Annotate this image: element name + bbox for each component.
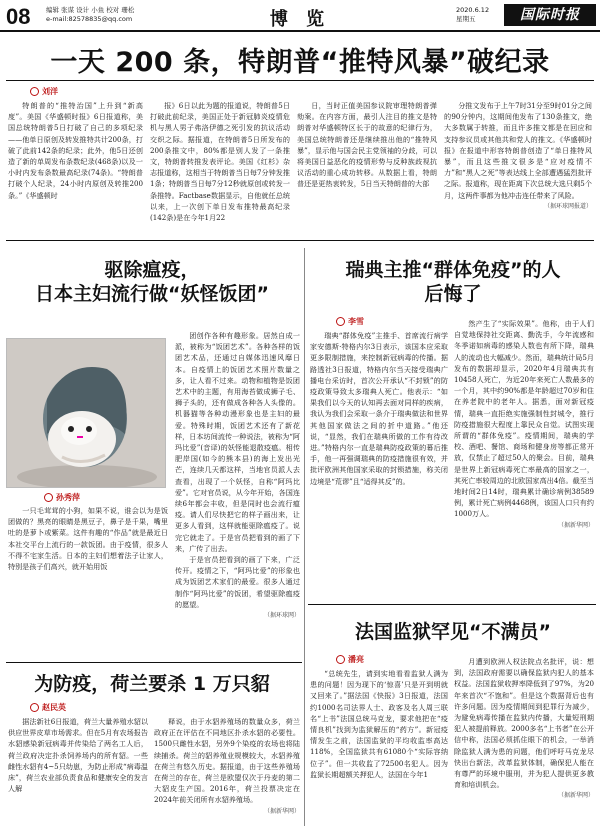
article-4-byline: [336, 316, 364, 327]
article-3-column-1: [8, 716, 148, 824]
paragraph: 报》6日以此为题的报道说，特朗普5日打破此前纪录，美国正处于新冠肺炎疫情危机与黑人男子弗洛伊德之死引发的抗议活动交织之际。据报道，在特朗普5日所发布的200条推文中，80%都是别人发了一条推文，特朗普转推发表评论。美国《红杉》杂志报道称，这相当于特朗普当日每7分钟发推1条；特朗普当日每7分12秒就原创或转发一条推特。Factbase数据显示，自他就任总统以来，上一次创下单日发布推特最高纪录(142条)是在今年1月22: [150, 101, 290, 223]
paragraph: 据法新社6日报道，荷兰大量养殖水貂以供应世界皮草市场需求。但在5月有农场报告水貂感染新冠病毒并传染给了两名工人后，荷兰政府决定扑杀饲养场内的所有貂。一些雌性水貂有4~5只幼崽，为防止形成“病毒温床”，荷兰农业部负责食品和健康安全的发言人解: [8, 717, 148, 794]
paragraph: 释说，由于水貂养殖场的数量众多，荷兰政府正在评估在不同地区扑杀水貂的必要性。1500只雌性水貂，另外9个染疫的农场也将陆续捕杀。荷兰的貂养殖业规模较大，水貂养殖在荷兰有悠久历史。据报道，由于这些养殖场在荷兰的存在，荷兰是欧盟仅次于丹麦的第二大貂皮生产国。2016年，荷兰投票决定在2024年前关闭所有水貂养殖场。: [154, 717, 300, 805]
article-4-source: （据新华网）: [557, 521, 594, 529]
article-3-headline: 为防疫，荷兰要杀 1 万只貂: [34, 673, 270, 695]
paragraph: 然产生了“实际效果”。他称，由于人们自觉地保持社交距离、勤洗手，今年流感和冬季诺如病毒的感染人数也有所下降，瑞典人的流动也大幅减少。然而，瑞典统计局5月发布的数据却显示，2020年4月瑞典共有10458人死亡，为近20年来死亡人数最多的一个月，其中约90%都是年龄超过70岁和住在养老院中的老年人。据悉，面对新冠疫情，瑞典一直拒绝实施强制性封城令，推行防疫措施很大程度上靠民众自觉。试图实现所谓的“群体免疫”。疫情期间，瑞典的学校、酒吧、餐馆、商场和健身房等都正常开放，仅禁止了超过50人的聚会。目前，瑞典是世界上新冠病毒死亡率最高的国家之一，其死亡率较周边的北欧国家高出4倍。截至当地时间2日14时，瑞典累计确诊病例38589例，累计死亡病例4468例，该国人口只有约1000万人。: [454, 319, 594, 519]
author-icon: [336, 655, 345, 664]
article-4-headline: [310, 258, 596, 306]
byline-name: 潘亮: [348, 655, 364, 664]
author-icon: [30, 87, 39, 96]
credits-email: e-mail:82578835@qq.com: [46, 15, 133, 23]
paragraph: 月遭到欧洲人权法院点名批评，说：想到，法国政府需要以确保监狱内犯人的基本权益。法国监狱收押率降低到了97%，为20年来首次“不饱和”。但是这个数据背后也有许多问题。因为疫情期间到犯罪行为减少，为避免病毒传播在监狱内传播，大量短刑期犯人被提前释放。2000多名“上书者”在公开信中称，法国必须抓住眼下的机会，一举消除监狱人满为患的问题，他们呼吁马克龙尽快出台新法，改革监狱体制，确保犯人能在有尊严的环境中服刑，并为犯人提供更多教育和培训机会。: [454, 657, 594, 790]
article-5-column-1: [310, 668, 448, 824]
article-1-column-4: [444, 100, 592, 234]
author-icon: [44, 493, 53, 502]
article-1-column-2: [150, 100, 290, 234]
headline-line-1: 瑞典主推“群体免疫”的人: [345, 259, 561, 281]
article-1-column-3: [297, 100, 437, 234]
paragraph: 瑞典“群体免疫”主推手、首席流行病学家安德斯·特格内尔3日表示，该国本应采取更多限制措施，来控制新冠病毒的传播。据路透社3日报道，特格内尔当天接受瑞典广播电台采访时，首次公开承认“不封锁”的防疫政策导致太多瑞典人死亡。他表示：“如果我们以今天的认知再去面对同样的疾病，我认为我们会采取一条介于瑞典做法和世界其他国家做法之间的折中道路。”他还说，“显然，我们在瑞典所做的工作有待改进。”特格内尔一直是瑞典防疫政策的幕后推手，他一再强调瑞典的防疫措施很有效，并批评欧洲其他国家采取的封锁措施，称关闭边境是“荒谬”且“适得其反”的。: [310, 331, 448, 486]
paragraph: 特朗普的“推特治国”上升到“新高度”。美国《华盛顿时报》6日报道称，美国总统特朗普5日打破了自己的多项纪录——他单日原创及转发推特共计200条，打破了此前142条的纪录；此外，他5日还创造了新的单周发布条数纪录(468条)以及一小时内发布条数最高纪录(74条)。“特朗普打破个人纪录，24小时内原创及转推200条。”《华盛顿时: [8, 101, 143, 200]
date-value: 2020.6.12: [456, 6, 490, 14]
article-1-headline: 一天 200 条，特朗普“推特风暴”破纪录: [50, 47, 550, 78]
paragraph: 于是官员把看到的画了下来，广泛传开。疫情之下，“阿玛比爱”的形象也成为饭团艺术家们的最爱。很多人通过制作“阿玛比爱”的饭团，希望驱除瘟疫的愿望。: [175, 555, 300, 609]
headline-line-1: 驱除瘟疫，: [104, 259, 200, 281]
author-icon: [30, 703, 39, 712]
article-2-column-1: [8, 505, 168, 655]
paragraph: 日，当时正值美国参议院审理特朗普弹劾案。在内容方面，最引人注目的推文是特朗普对华盛顿特区长于的故意的纪律行为，美国总统特朗普还是继续推出他的“推特风暴”，显示他与国会民主党领袖的分歧，可以将美国日益恶化的疫情形势与反种族歧视抗议活动的重心成功转移。从数据上看，特朗普还是更热衷转发，5日当天特朗普的大部: [297, 101, 437, 189]
section-divider: [6, 662, 302, 663]
page-number: 08: [6, 4, 31, 29]
byline-name: 刘洋: [42, 87, 58, 96]
article-3-column-2: [154, 716, 300, 824]
byline-name: 李雪: [348, 317, 364, 326]
headline-line-2: 后悔了: [424, 283, 482, 305]
column-separator: [304, 248, 305, 826]
article-2-source: （据环球网）: [263, 612, 300, 620]
article-1-byline: [30, 86, 58, 97]
article-4-column-2: [454, 318, 594, 598]
article-3-byline: [30, 702, 66, 713]
section-title: 博 览: [269, 9, 331, 30]
article-5-headline: 法国监狱罕见“不满员”: [355, 621, 551, 643]
article-5-byline: [336, 654, 364, 665]
paragraph: “总统先生，请到实地看看监狱人满为患的问题！因为现下的‘惊喜’只是开到明就又回来了。”据法国《快报》3日报道，法国约1000名司法界人士、政客及名人周三联名“上书”法国总统马克龙，要求他把在“疫情良机”找到为监狱解压的“药方”。新冠疫情发生之前，法国监狱的平均收监率高达118%，全国监狱共有61080个“实际容纳位子”。但一共收监了72500名犯人。因为监狱长期超额关押犯人，法国在今年1: [310, 669, 448, 779]
byline-name: 孙秀萍: [56, 493, 80, 502]
rice-ball-photo: [6, 338, 166, 488]
newspaper-logo: 国际时报: [504, 4, 596, 26]
page-header: [0, 0, 600, 32]
onigiri-doll-image: [7, 339, 166, 488]
section-divider: [6, 240, 594, 241]
section-divider: [308, 604, 596, 605]
paragraph: 分推文发布于上午7时31分至9时01分之间的90分钟内，这期间他发布了130条推文，绝大多数属于转推，而且许多推文都是在回应和支持参议员或其他共和党人的推文。《华盛顿时报》在报道中形容特朗普创造了“单日推特风暴”，而且这些推文很多是“应对疫情不力”和“黑人之死”等表达线上全部遭遇猛烈批评之际。报道称，现在距离下次总统大选只剩5个月，这两件事都为他冲击连任带来了风险。: [444, 101, 592, 200]
article-1-source: （据环球网报道）: [543, 202, 592, 210]
article-5-column-2: [454, 656, 594, 824]
author-icon: [336, 317, 345, 326]
article-5-source: （据新华网）: [557, 792, 594, 800]
article-2-byline: [44, 492, 80, 503]
article-1-column-1: [8, 100, 143, 234]
issue-date: [456, 6, 489, 24]
byline-name: 赵民英: [42, 703, 66, 712]
article-3-source: （据新华网）: [263, 807, 300, 815]
article-2-column-2: [175, 330, 300, 656]
article-2-headline: [6, 258, 298, 306]
headline-rule: [6, 80, 594, 81]
paragraph: 团创作各种有趣形象。居然自成一派，被称为“饭团艺术”。各种各样的饭团艺术品，还通过自媒体迅速风靡日本。自疫情上的饭团艺术照片数量之多，让人看不过来。动物和植物是饭团艺术中的主题，有用海苔做成狮子毛、狮子头的，还有做成各种各人头像的。机器猫等各种动漫形象也是主妇的最爱。特殊时期，饭团艺术还有了新花样，日本坊间流传一种说法，被称为“阿玛比爱”(音译)的妖怪能退散疫瘟。相传肥岸国(如今的熊本县)的海上发出光芒，连续几天都这样，当地官员派人去查看，出现了一个妖怪，自称“阿玛比爱”。它对官员说，从今年开始，各国连续6年都会丰收，但是同时也会流行瘟疫。请人们尽快把它的样子画出来，让更多人看到，这样就能驱除瘟疫了。说完它就走了。于是官员把看到的画了下来，广传了出去。: [175, 331, 300, 553]
paragraph: 一只毛茸茸的小狗，如果不说，谁会以为是饭团做的？黑亮的眼睛是黑豆子，鼻子是千果，嘴里吐的是萝卜或紫菜。这件有趣的“作品”就是最近日本社交平台上流行的一款饭团。由于疫情，很多人不得不宅家生活。日本的主妇们想着法子让家人，特别是孩子们高兴，就开始用饭: [8, 506, 168, 572]
weekday-value: 星期五: [456, 15, 476, 23]
credits-line-1: 编辑 张谋 设计 小鱼 校对 珊松: [46, 6, 135, 14]
headline-line-2: 日本主妇流行做“妖怪饭团”: [35, 283, 269, 305]
article-4-column-1: [310, 330, 448, 598]
